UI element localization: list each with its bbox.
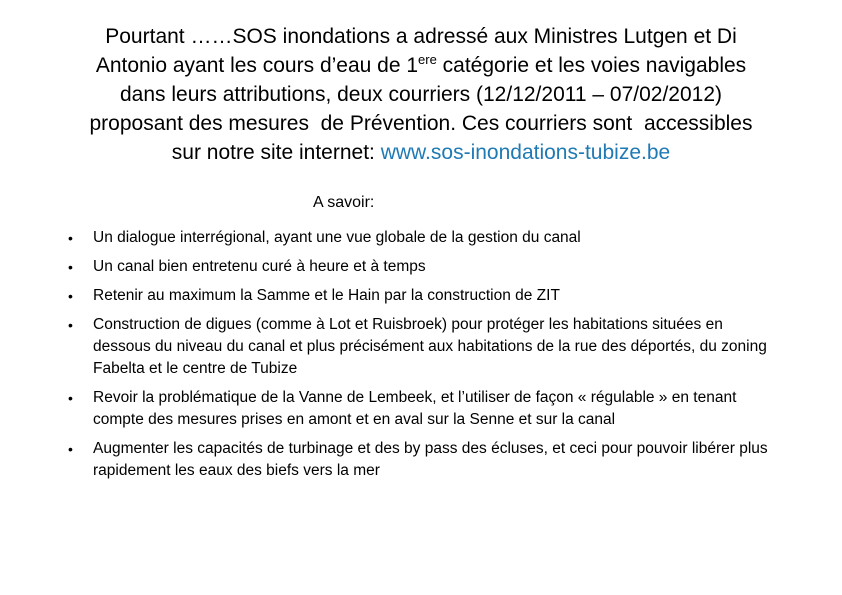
bullet-list [0, 227, 842, 482]
list-item [68, 285, 782, 307]
bullet-icon: • [68, 288, 73, 304]
title-line-1: Pourtant ……SOS inondations a adressé aux Ministres Lutgen et Di [105, 25, 737, 48]
list-item-text: Augmenter les capacités de turbinage et des by pass des écluses, et ceci pour pouvoir libérer plus rapidement les eaux des biefs vers la mer [93, 440, 768, 479]
bullet-icon: • [68, 259, 73, 275]
title-superscript: ere [418, 52, 437, 67]
bullet-icon: • [68, 317, 73, 333]
slide-title [0, 22, 842, 167]
bullet-icon: • [68, 441, 73, 457]
title-line-2-post: catégorie et les voies navigables [436, 54, 747, 77]
title-line-2 [0, 51, 842, 80]
title-line-2-pre: Antonio ayant les cours d’eau de 1 [95, 54, 419, 77]
title-line-5 [0, 138, 842, 167]
subheading: A savoir: [313, 194, 375, 211]
list-item [68, 314, 782, 380]
website-link[interactable]: www.sos-inondations-tubize.be [380, 141, 671, 164]
list-item-text: Un canal bien entretenu curé à heure et à temps [93, 258, 426, 275]
title-line-5-pre: sur notre site internet: [171, 141, 381, 164]
title-line-3: dans leurs attributions, deux courriers (12/12/2011 – 07/02/2012) [120, 83, 722, 106]
list-item [68, 227, 782, 249]
list-item-text: Construction de digues (comme à Lot et Ruisbroek) pour protéger les habitations situées en dessous du niveau du canal et plus précisément aux habitations de la rue des déportés, du zoning Fabelta et le centre de Tubize [93, 316, 767, 377]
list-item-text: Un dialogue interrégional, ayant une vue globale de la gestion du canal [93, 229, 581, 246]
title-line-4: proposant des mesures de Prévention. Ces courriers sont accessibles [89, 112, 753, 135]
bullet-icon: • [68, 230, 73, 246]
list-item [68, 256, 782, 278]
list-item [68, 387, 782, 431]
bullet-icon: • [68, 390, 73, 406]
list-item-text: Revoir la problématique de la Vanne de Lembeek, et l’utiliser de façon « régulable » en tenant compte des mesures prises en amont et en aval sur la Senne et sur la canal [93, 389, 737, 428]
list-item-text: Retenir au maximum la Samme et le Hain par la construction de ZIT [93, 287, 560, 304]
list-item [68, 438, 782, 482]
